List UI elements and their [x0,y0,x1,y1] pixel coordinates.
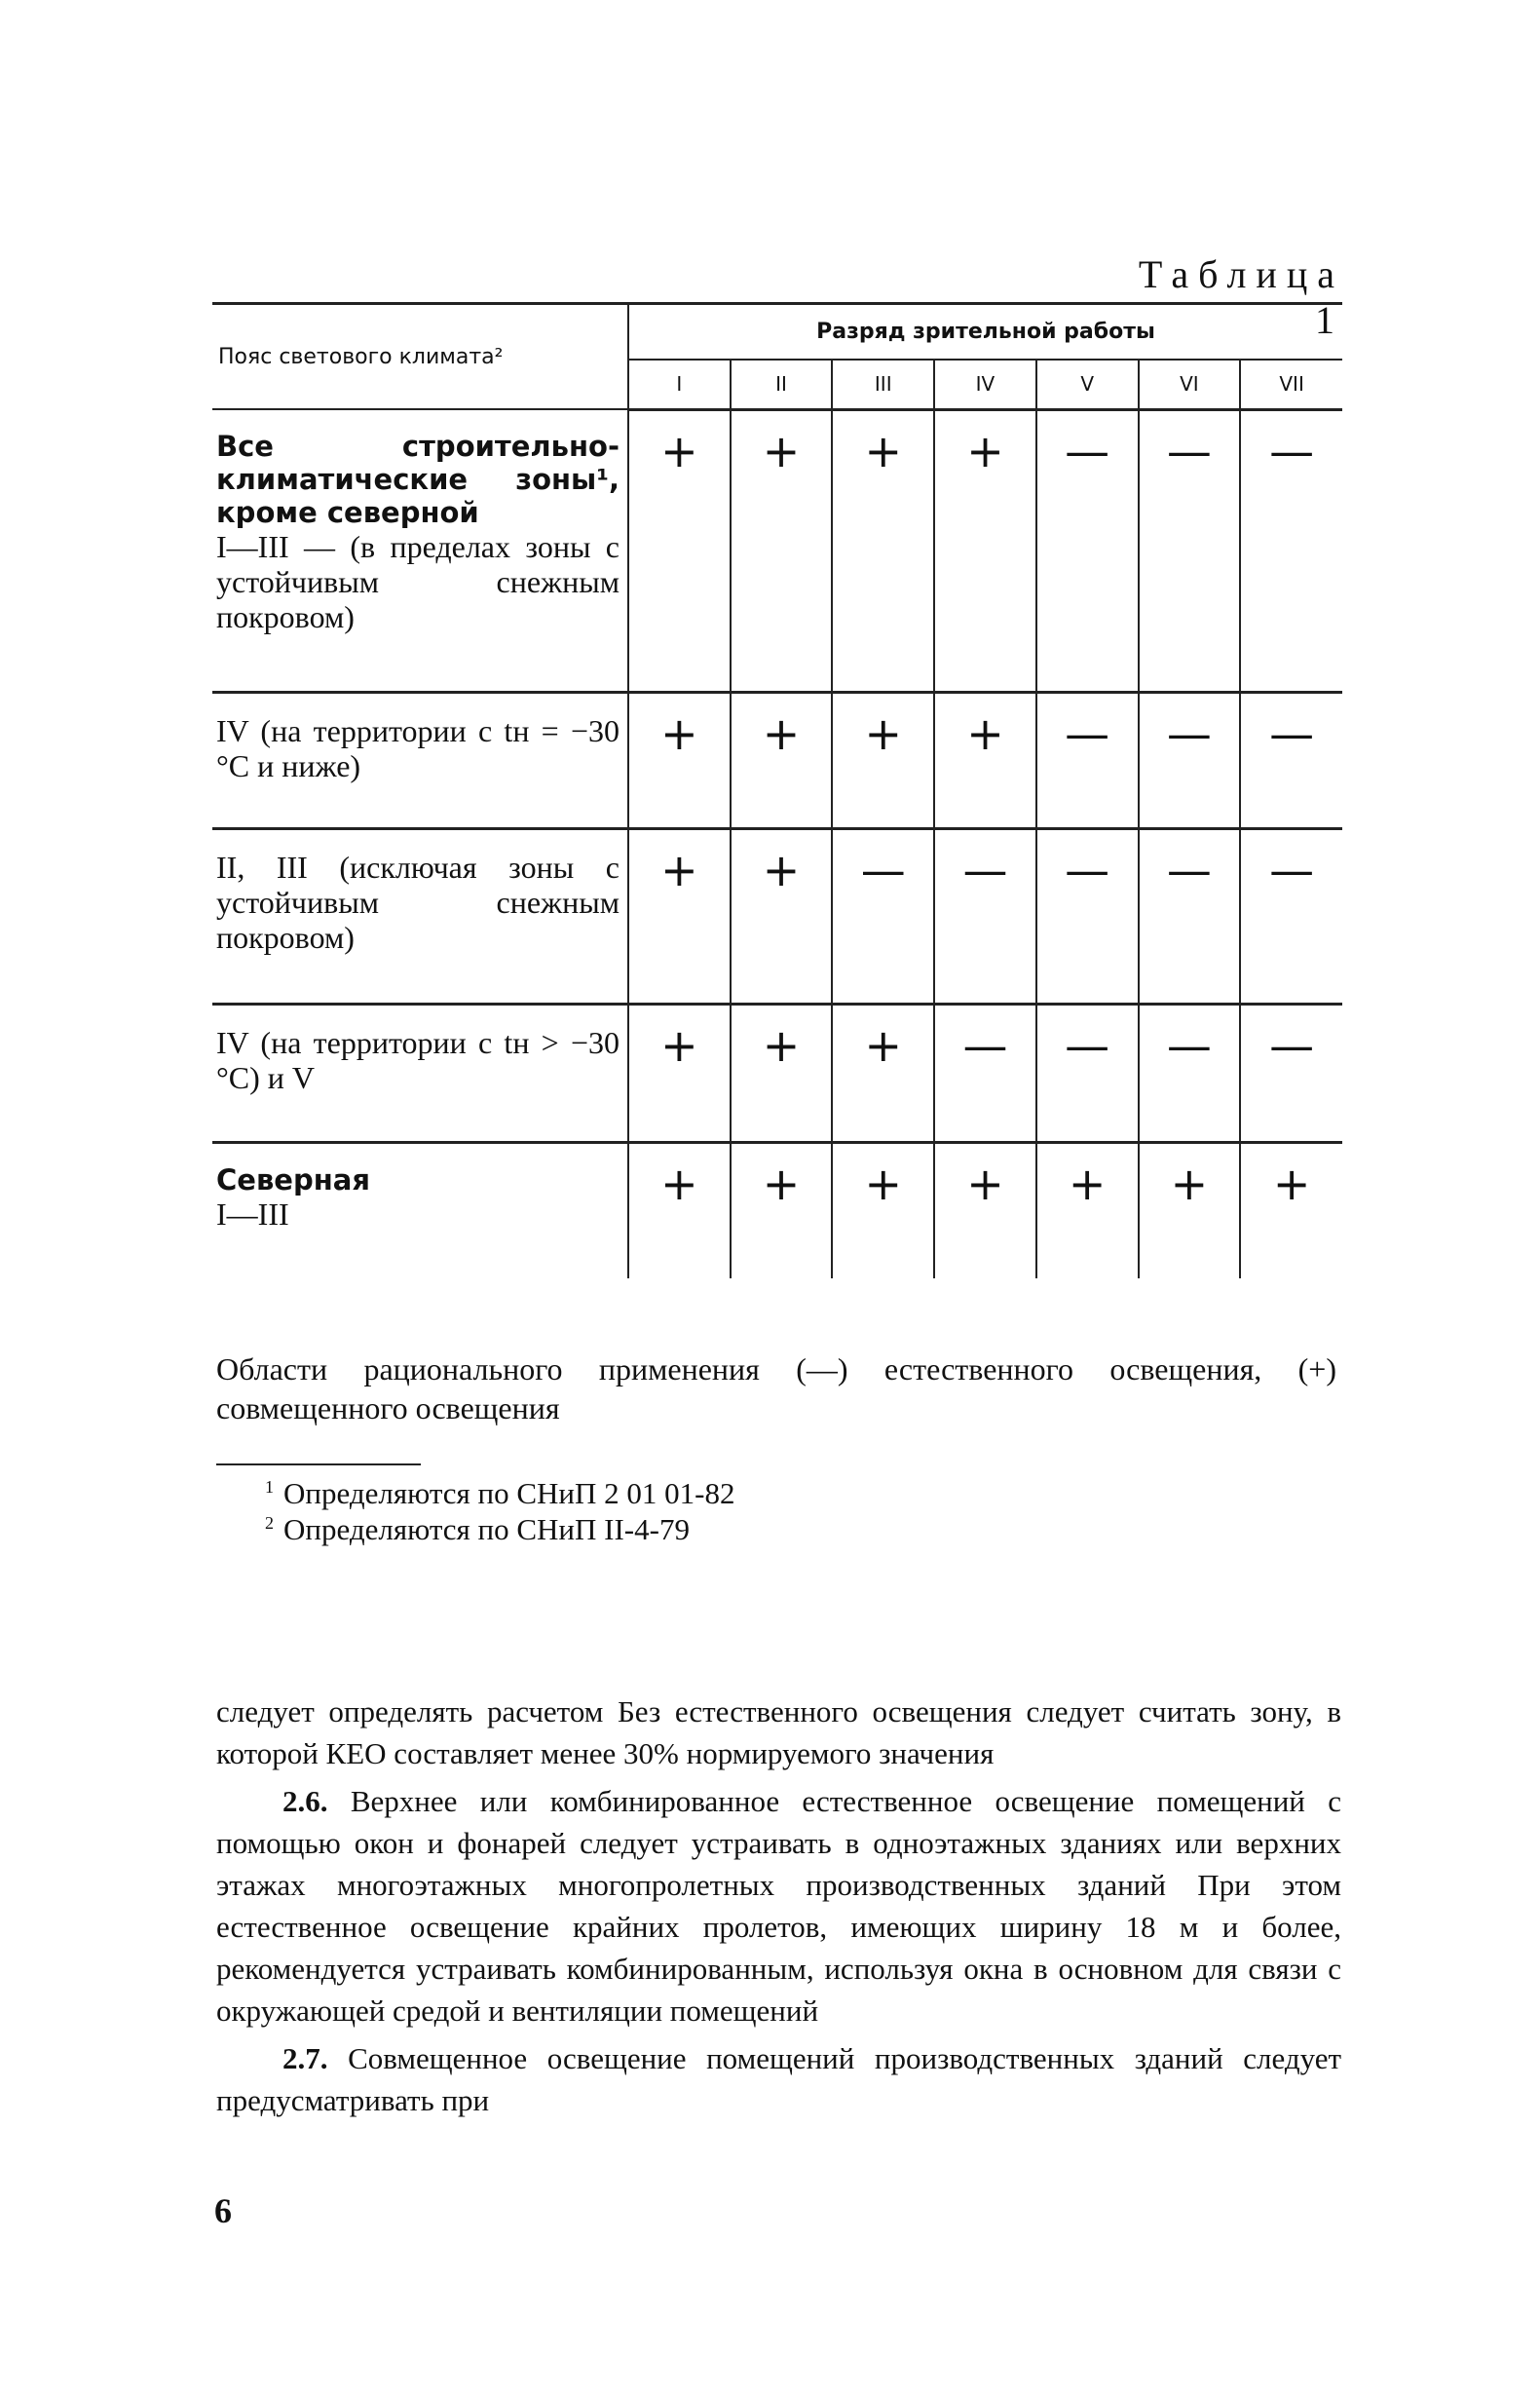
zone-text: IV (на территории с tн = −30 °С и ниже) [216,712,620,783]
body-text [216,1690,1341,2127]
work-grade-header: Разряд зрительной работы [628,304,1342,361]
grade-header: V [1036,360,1139,409]
mark-cell: + [832,692,934,828]
mark-cell: + [628,692,731,828]
mark-cell: — [1269,1018,1315,1072]
lighting-table [212,302,1342,1278]
paragraph [216,2037,1341,2121]
paragraph [216,1780,1341,2032]
zone-cell [212,409,628,692]
mark-cell: — [1036,409,1139,692]
mark-cell: — [1139,828,1241,1004]
mark-cell: + [934,409,1036,692]
section-number: 2.7. [282,2041,328,2075]
mark-cell: — [1139,692,1241,828]
mark-cell: + [628,409,731,692]
footnote-text: Определяются по СНиП 2 01 01-82 [283,1476,735,1510]
zone-cell [212,828,628,1004]
mark-cell: + [832,1142,934,1278]
mark-cell: + [934,1142,1036,1278]
footnote-divider [216,1463,421,1465]
zone-text: II, III (исключая зоны с устойчивым снежным покровом) [216,849,620,955]
mark-cell: + [731,1004,833,1142]
mark-cell: — [1036,1004,1139,1142]
mark-cell: — [1139,409,1241,692]
mark-cell: — [934,828,1036,1004]
mark-cell: + [731,692,833,828]
mark-cell: — [934,1004,1036,1142]
mark-cell: + [628,1004,731,1142]
mark-cell: + [731,409,833,692]
mark-cell: + [628,828,731,1004]
mark-cell: — [1269,843,1315,896]
mark-cell: + [731,1142,833,1278]
footnote [265,1476,735,1511]
mark-cell: + [934,692,1036,828]
footnote [265,1512,690,1547]
zone-bold-text: Все строительно-климатические зоны¹, кроме северной [216,430,620,529]
mark-cell: — [1269,424,1315,477]
mark-cell: — [1036,828,1139,1004]
zone-bold-text: Северная [216,1162,370,1196]
grade-header: VII [1240,360,1342,409]
page-number: 6 [214,2191,232,2230]
mark-cell: + [832,409,934,692]
table-row [212,1004,1342,1142]
mark-cell: + [832,1004,934,1142]
mark-cell: — [832,828,934,1004]
zone-text: I—III [216,1196,289,1232]
zone-column-header: Пояс светового климата² [212,304,628,410]
table-row [212,828,1342,1004]
table-legend: Области рационального применения (—) естественного освещения, (+) совмещенного освещения [216,1351,1336,1425]
grade-header: III [832,360,934,409]
grade-header: IV [934,360,1036,409]
grade-header: I [628,360,731,409]
mark-cell: + [1272,1157,1311,1210]
table-row [212,1142,1342,1278]
mark-cell: + [1139,1142,1241,1278]
zone-text: I—III — (в пределах зоны с устойчивым снежным покровом) [216,529,620,634]
table-row [212,409,1342,692]
zone-text: IV (на территории с tн > −30 °С) и V [216,1024,620,1095]
table-caption: Таблица 1 [1138,252,1344,342]
zone-cell [212,1142,628,1278]
zone-cell [212,1004,628,1142]
grade-header: VI [1139,360,1241,409]
zone-cell [212,692,628,828]
mark-cell: — [1036,692,1139,828]
footnote-mark: 2 [265,1512,274,1533]
grade-header: II [731,360,833,409]
paragraph: следует определять расчетом Без естественного освещения следует считать зону, в которой КЕО составляет менее 30% нормируемого значения [216,1694,1341,1770]
mark-cell: — [1269,706,1315,760]
paragraph-text: Верхнее или комбинированное естественное освещение помещений с помощью окон и фонарей следует устраивать в одноэтажных зданиях или верхних этажах многоэтажных многопролетных производственных зданий При этом естественное освещение крайних пролетов, имеющих ширину 18 м и более, рекомендуется устраивать комбинированным, используя окна в основном для связи с окружающей средой и вентиляции помещений [216,1784,1341,2028]
section-number: 2.6. [282,1784,328,1818]
mark-cell: + [731,828,833,1004]
mark-cell: + [628,1142,731,1278]
footnote-mark: 1 [265,1476,274,1497]
table-row [212,692,1342,828]
mark-cell: — [1139,1004,1241,1142]
paragraph-text: Совмещенное освещение помещений производственных зданий следует предусматривать при [216,2041,1342,2117]
footnote-text: Определяются по СНиП II-4-79 [283,1512,690,1546]
mark-cell: + [1036,1142,1139,1278]
